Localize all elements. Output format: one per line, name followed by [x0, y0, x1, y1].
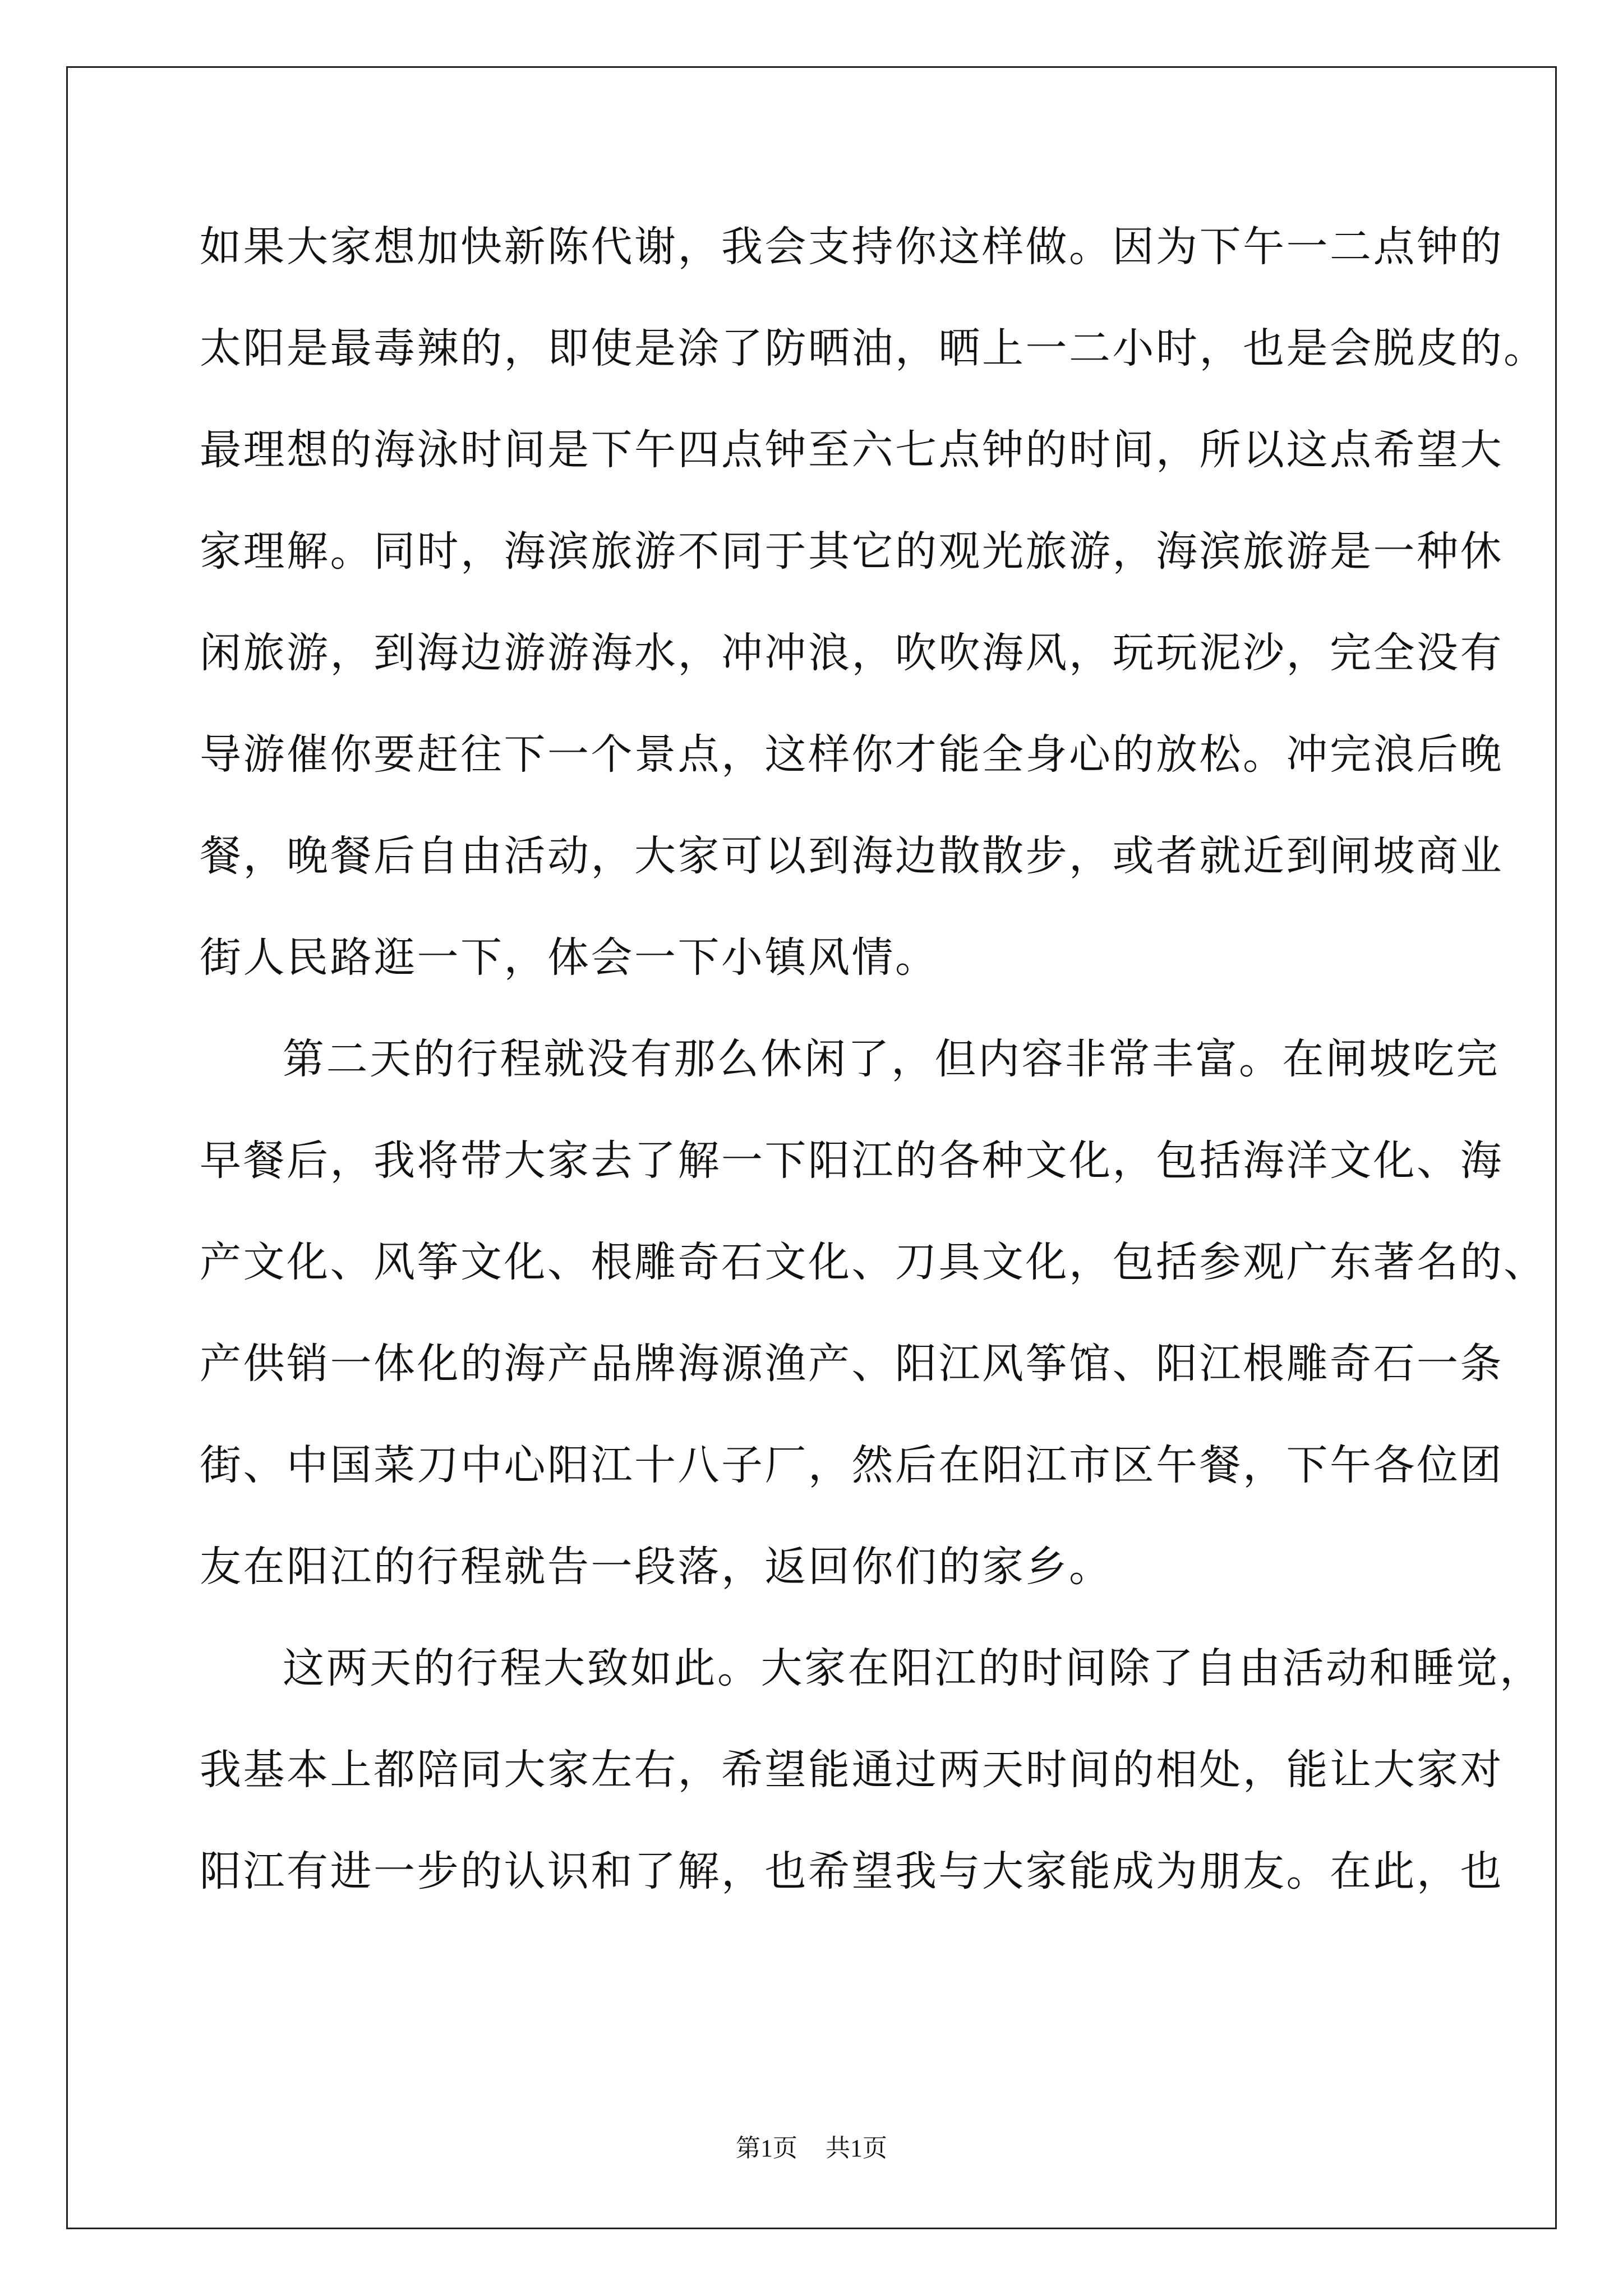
text-line: 这两天的行程大致如此。大家在阳江的时间除了自由活动和睡觉， — [283, 1644, 1543, 1692]
text-line: 家理解。同时，海滨旅游不同于其它的观光旅游，海滨旅游是一种休 — [200, 527, 1504, 576]
text-line: 我基本上都陪同大家左右，希望能通过两天时间的相处，能让大家对 — [200, 1746, 1504, 1794]
text-line: 如果大家想加快新陈代谢，我会支持你这样做。因为下午一二点钟的 — [200, 223, 1504, 271]
text-line: 阳江有进一步的认识和了解，也希望我与大家能成为朋友。在此，也 — [200, 1847, 1504, 1895]
text-line: 产文化、风筝文化、根雕奇石文化、刀具文化，包括参观广东著名的、 — [200, 1238, 1547, 1286]
text-line: 友在阳江的行程就告一段落，返回你们的家乡。 — [200, 1543, 1113, 1591]
text-line: 闲旅游，到海边游游海水，冲冲浪，吹吹海风，玩玩泥沙，完全没有 — [200, 629, 1504, 677]
text-line: 第二天的行程就没有那么休闲了，但内容非常丰富。在闸坡吃完 — [283, 1035, 1500, 1083]
text-line: 街、中国菜刀中心阳江十八子厂，然后在阳江市区午餐，下午各位团 — [200, 1441, 1504, 1489]
text-line: 早餐后，我将带大家去了解一下阳江的各种文化，包括海洋文化、海 — [200, 1137, 1504, 1185]
page-number: 第1页 — [736, 2134, 797, 2162]
document-body — [200, 211, 1547, 1937]
page-footer — [0, 2132, 1623, 2165]
page-total: 共1页 — [826, 2134, 887, 2162]
text-line: 导游催你要赶往下一个景点，这样你才能全身心的放松。冲完浪后晚 — [200, 730, 1504, 779]
text-line: 街人民路逛一下，体会一下小镇风情。 — [200, 933, 939, 982]
text-line: 最理想的海泳时间是下午四点钟至六七点钟的时间，所以这点希望大 — [200, 426, 1504, 474]
text-line: 产供销一体化的海产品牌海源渔产、阳江风筝馆、阳江根雕奇石一条 — [200, 1340, 1504, 1388]
text-line: 餐，晚餐后自由活动，大家可以到海边散散步，或者就近到闸坡商业 — [200, 832, 1504, 880]
text-line: 太阳是最毒辣的，即使是涂了防晒油，晒上一二小时，也是会脱皮的。 — [200, 324, 1547, 372]
